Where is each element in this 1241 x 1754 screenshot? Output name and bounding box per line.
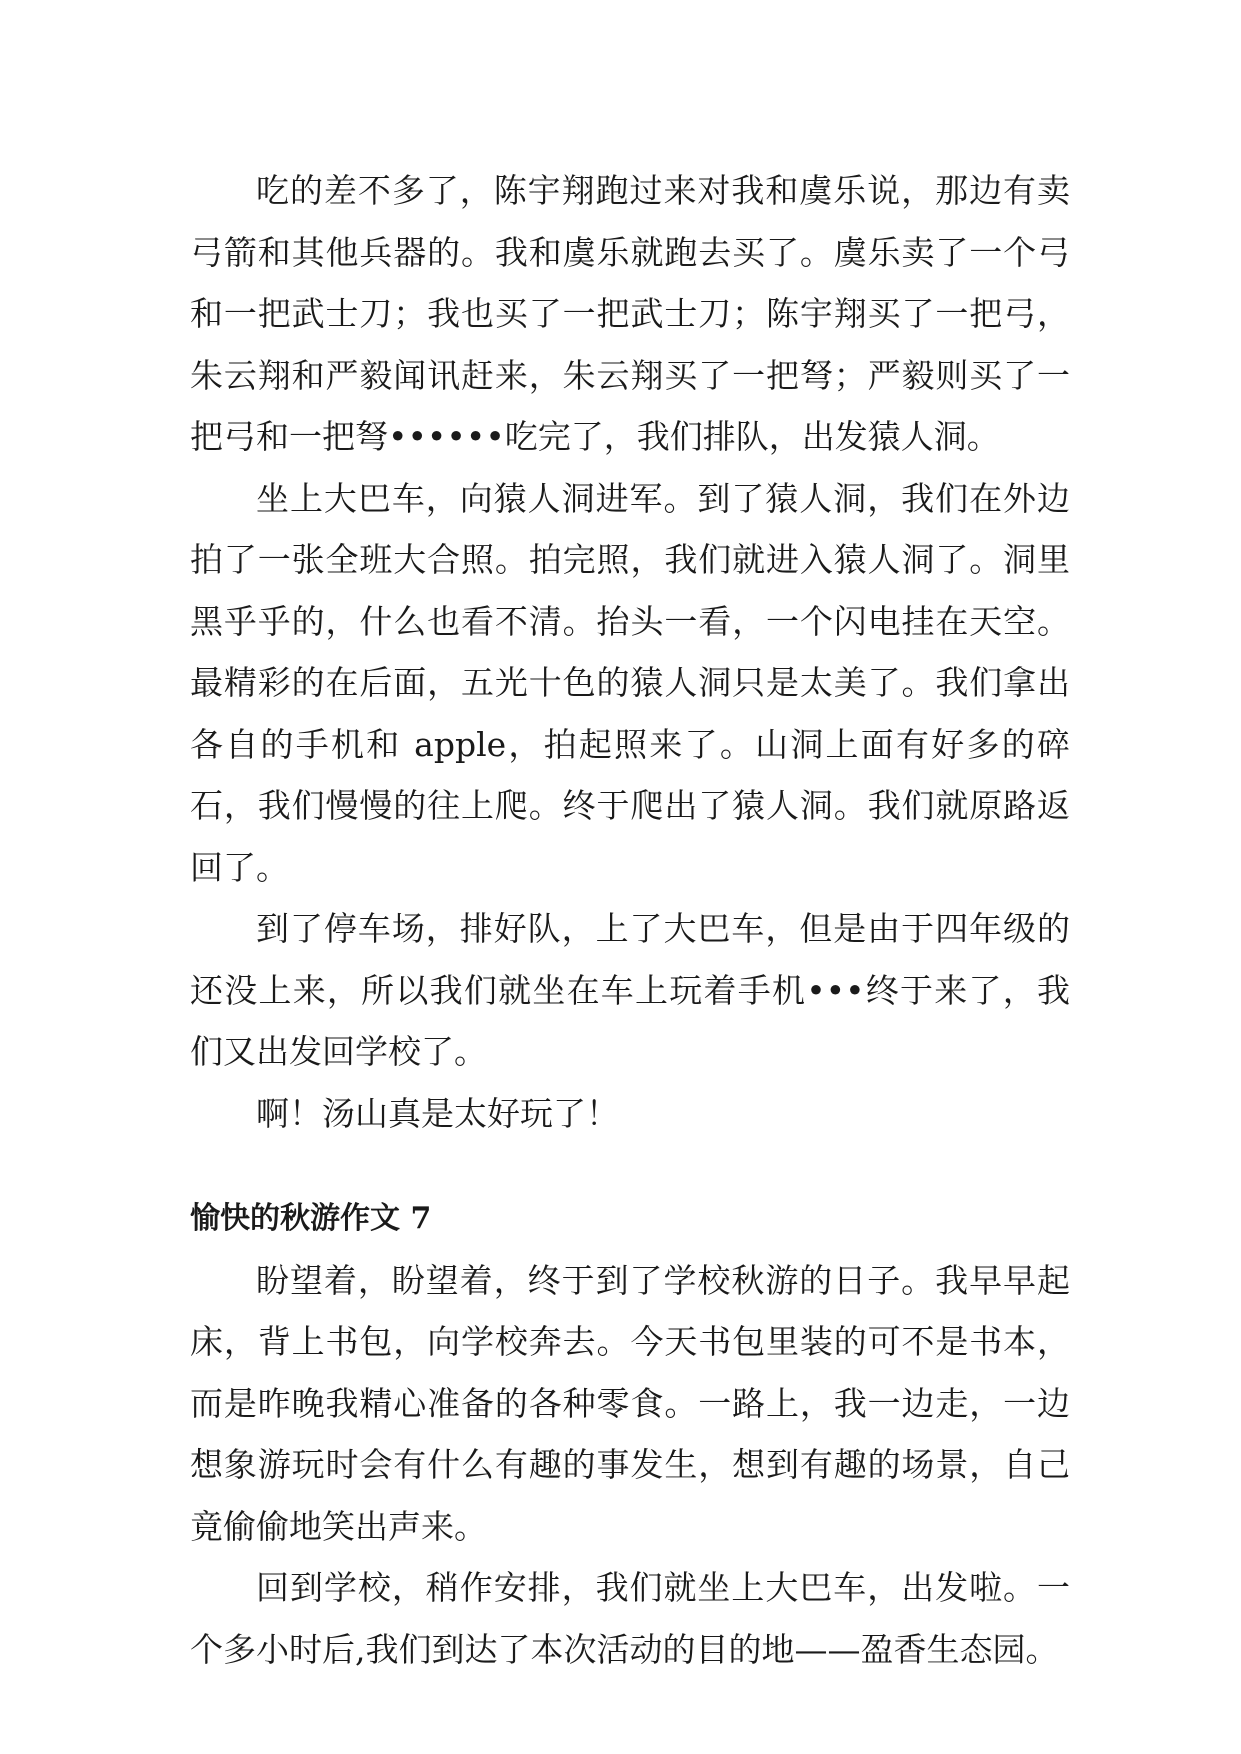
paragraph: 吃的差不多了，陈宇翔跑过来对我和虞乐说，那边有卖弓箭和其他兵器的。我和虞乐就跑去买了。虞乐卖了一个弓和一把武士刀；我也买了一把武士刀；陈宇翔买了一把弓，朱云翔和严毅闻讯赶来，朱云翔买了一把弩；严毅则买了一把弓和一把弩••••••吃完了，我们排队，出发猿人洞。 — [190, 171, 1070, 456]
paragraph: 坐上大巴车，向猿人洞进军。到了猿人洞，我们在外边拍了一张全班大合照。拍完照，我们就进入猿人洞了。洞里黑乎乎的，什么也看不清。抬头一看，一个闪电挂在天空。最精彩的在后面，五光十色的猿人洞只是太美了。我们拿出各自的手机和 apple，拍起照来了。山洞上面有好多的碎石，我们慢慢的往上爬。终于爬出了猿人洞。我们就原路返回了。 — [190, 478, 1070, 887]
paragraph: 到了停车场，排好队，上了大巴车，但是由于四年级的还没上来，所以我们就坐在车上玩着手机•••终于来了，我们又出发回学校了。 — [190, 909, 1070, 1071]
section-gap — [190, 1144, 1070, 1188]
paragraph: 盼望着，盼望着，终于到了学校秋游的日子。我早早起床，背上书包，向学校奔去。今天书包里装的可不是书本，而是昨晚我精心准备的各种零食。一路上，我一边走，一边想象游玩时会有什么有趣的事发生，想到有趣的场景，自己竟偷偷地笑出声来。 — [190, 1260, 1070, 1546]
paragraph: 回到学校，稍作安排，我们就坐上大巴车，出发啦。一个多小时后,我们到达了本次活动的目的地——盈香生态园。 — [190, 1568, 1070, 1669]
paragraph: 啊！汤山真是太好玩了！ — [256, 1093, 619, 1133]
document-page — [190, 160, 1070, 1680]
section-title: 愉快的秋游作文 7 — [190, 1201, 432, 1236]
